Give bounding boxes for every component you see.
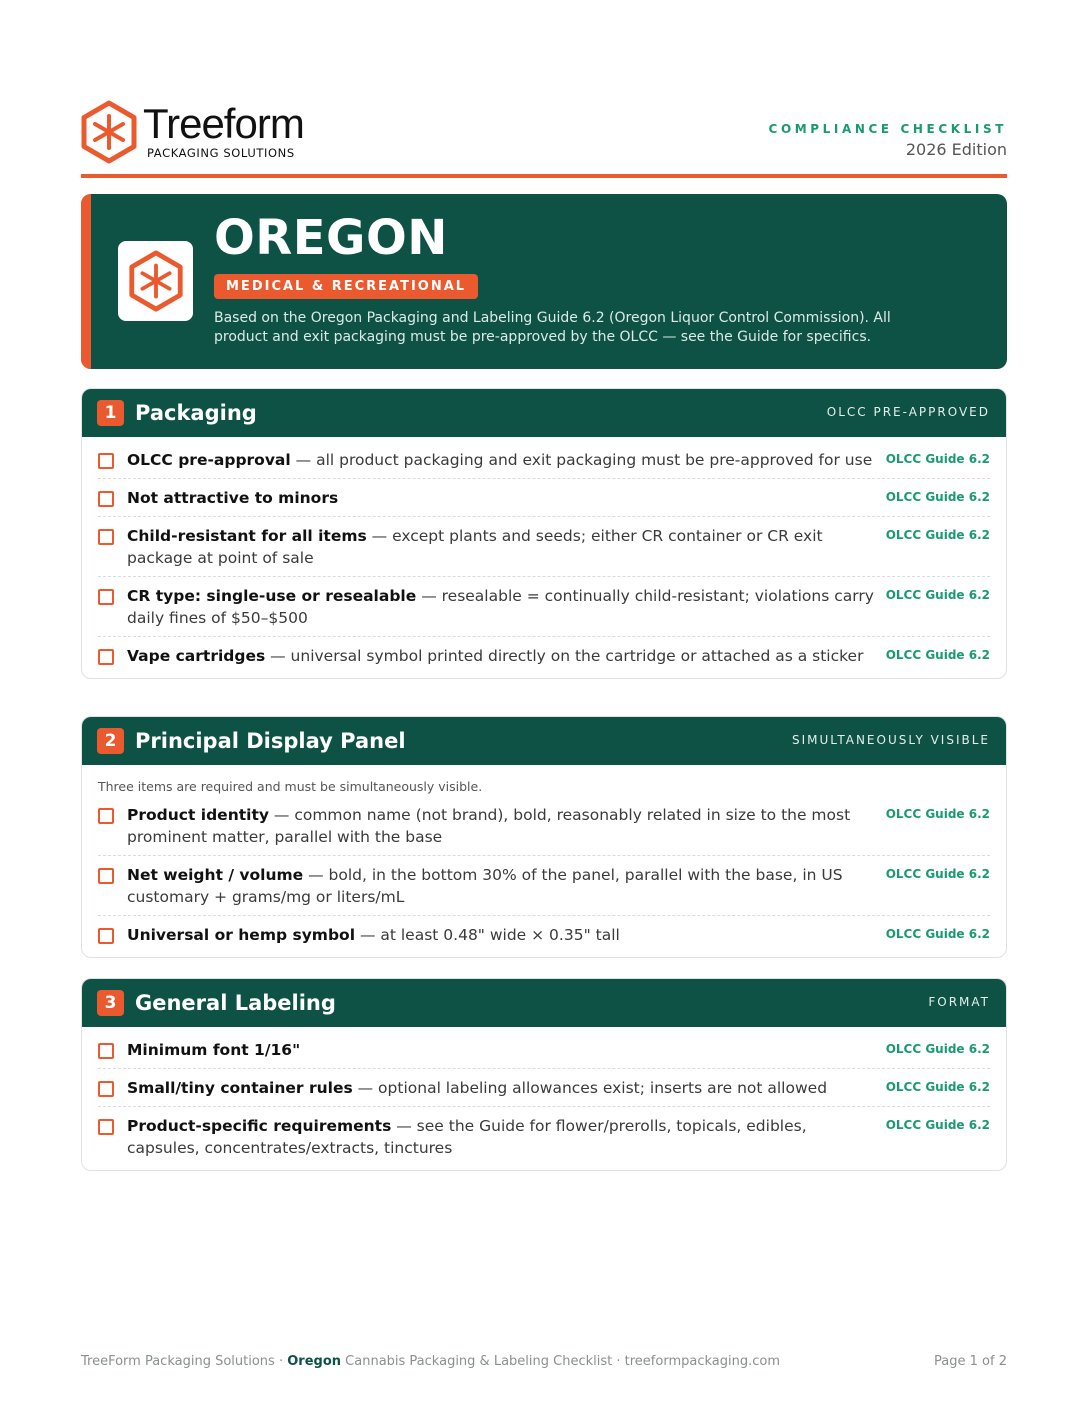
item-detail: — see the Guide for flower/prerolls, topicals, edibles, capsules, concentrates/extracts, tinctures	[127, 1117, 807, 1157]
item-reference: OLCC Guide 6.2	[885, 1118, 990, 1132]
footer-state: Oregon	[287, 1354, 342, 1369]
checklist-item	[98, 479, 990, 517]
checkbox-icon[interactable]	[98, 491, 114, 507]
item-label: Product-specific requirements	[127, 1117, 392, 1135]
hero-description: Based on the Oregon Packaging and Labeling Guide 6.2 (Oregon Liquor Control Commission). All product and exit packaging must be pre-approved by the OLCC — see the Guide for specifics.	[214, 310, 891, 345]
state-hero-banner	[81, 194, 1007, 369]
item-label: OLCC pre-approval	[127, 451, 291, 469]
item-label: Minimum font 1/16"	[127, 1041, 301, 1059]
footer-website-link[interactable]: treeformpackaging.com	[624, 1354, 780, 1369]
checklist-item	[98, 517, 990, 577]
checklist-item	[98, 1069, 990, 1107]
item-detail: — all product packaging and exit packaging must be pre-approved for use	[290, 451, 873, 469]
edition-label: 2026 Edition	[905, 140, 1007, 159]
checkbox-icon[interactable]	[98, 808, 114, 824]
item-reference: OLCC Guide 6.2	[885, 1080, 990, 1094]
item-reference: OLCC Guide 6.2	[885, 1042, 990, 1056]
item-label: Universal or hemp symbol	[127, 926, 356, 944]
section-tag: SIMULTANEOUSLY VISIBLE	[792, 733, 990, 747]
hexagon-asterisk-icon	[81, 100, 137, 164]
page-header	[81, 100, 1007, 164]
item-detail: — universal symbol printed directly on the cartridge or attached as a sticker	[265, 647, 864, 665]
item-detail: — common name (not brand), bold, reasonably related in size to the most prominent matter, parallel with the base	[127, 806, 851, 846]
checkbox-icon[interactable]	[98, 649, 114, 665]
item-label: Product identity	[127, 806, 269, 824]
item-detail: — bold, in the bottom 30% of the panel, parallel with the base, in US customary + grams/mg or liters/mL	[127, 866, 843, 906]
section-principal-display-panel	[81, 716, 1007, 958]
item-reference: OLCC Guide 6.2	[885, 867, 990, 881]
section-header	[82, 717, 1006, 765]
logo-wordmark: Treeform	[143, 100, 304, 147]
item-detail: — except plants and seeds; either CR container or CR exit package at point of sale	[127, 527, 823, 567]
item-label: Child-resistant for all items	[127, 527, 367, 545]
checkbox-icon[interactable]	[98, 1043, 114, 1059]
item-reference: OLCC Guide 6.2	[885, 528, 990, 542]
checkbox-icon[interactable]	[98, 868, 114, 884]
program-badge: MEDICAL & RECREATIONAL	[214, 274, 478, 299]
checklist-item	[98, 1107, 990, 1166]
section-general-labeling	[81, 978, 1007, 1171]
item-detail: — resealable = continually child-resistant; violations carry daily fines of $50–$500	[127, 587, 874, 627]
checklist-item	[98, 796, 990, 856]
footer-document-title: Cannabis Packaging & Labeling Checklist	[345, 1354, 613, 1369]
section-tag: FORMAT	[928, 995, 990, 1009]
footer-company: TreeForm Packaging Solutions	[81, 1354, 275, 1369]
section-header	[82, 979, 1006, 1027]
item-label: Net weight / volume	[127, 866, 304, 884]
page-number: Page 1 of 2	[934, 1354, 1007, 1369]
item-reference: OLCC Guide 6.2	[885, 490, 990, 504]
page-footer	[81, 1354, 1007, 1369]
checklist-item	[98, 916, 990, 953]
document-kicker: COMPLIANCE CHECKLIST	[768, 122, 1007, 136]
section-number: 1	[97, 400, 124, 426]
item-label: Vape cartridges	[127, 647, 266, 665]
item-reference: OLCC Guide 6.2	[885, 588, 990, 602]
item-reference: OLCC Guide 6.2	[885, 648, 990, 662]
section-packaging	[81, 388, 1007, 679]
section-number: 2	[97, 728, 124, 754]
checkbox-icon[interactable]	[98, 928, 114, 944]
item-label: CR type: single-use or resealable	[127, 587, 417, 605]
item-label: Not attractive to minors	[127, 489, 339, 507]
item-reference: OLCC Guide 6.2	[885, 927, 990, 941]
checklist-item	[98, 441, 990, 479]
section-title: Principal Display Panel	[135, 729, 406, 753]
brand-logo	[81, 100, 304, 164]
hero-icon-tile	[118, 241, 193, 321]
hexagon-asterisk-icon	[128, 250, 184, 312]
footer-separator: ·	[278, 1354, 284, 1369]
checklist-item	[98, 577, 990, 637]
hero-accent-bar	[81, 194, 91, 369]
checkbox-icon[interactable]	[98, 529, 114, 545]
footer-separator: ·	[616, 1354, 621, 1369]
checkbox-icon[interactable]	[98, 1081, 114, 1097]
checklist-item	[98, 1031, 990, 1069]
state-title: OREGON	[214, 210, 448, 266]
item-reference: OLCC Guide 6.2	[885, 452, 990, 466]
section-title: Packaging	[135, 401, 257, 425]
logo-subtitle: PACKAGING SOLUTIONS	[147, 146, 295, 160]
checkbox-icon[interactable]	[98, 1119, 114, 1135]
section-number: 3	[97, 990, 124, 1016]
section-note: Three items are required and must be simultaneously visible.	[98, 779, 483, 794]
checkbox-icon[interactable]	[98, 589, 114, 605]
item-reference: OLCC Guide 6.2	[885, 807, 990, 821]
checklist-item	[98, 637, 990, 674]
item-detail: — optional labeling allowances exist; inserts are not allowed	[352, 1079, 828, 1097]
section-title: General Labeling	[135, 991, 336, 1015]
section-tag: OLCC PRE-APPROVED	[826, 405, 990, 419]
section-header	[82, 389, 1006, 437]
checkbox-icon[interactable]	[98, 453, 114, 469]
checklist-item	[98, 856, 990, 916]
item-detail: — at least 0.48" wide × 0.35" tall	[355, 926, 620, 944]
header-divider	[81, 174, 1007, 178]
item-label: Small/tiny container rules	[127, 1079, 353, 1097]
